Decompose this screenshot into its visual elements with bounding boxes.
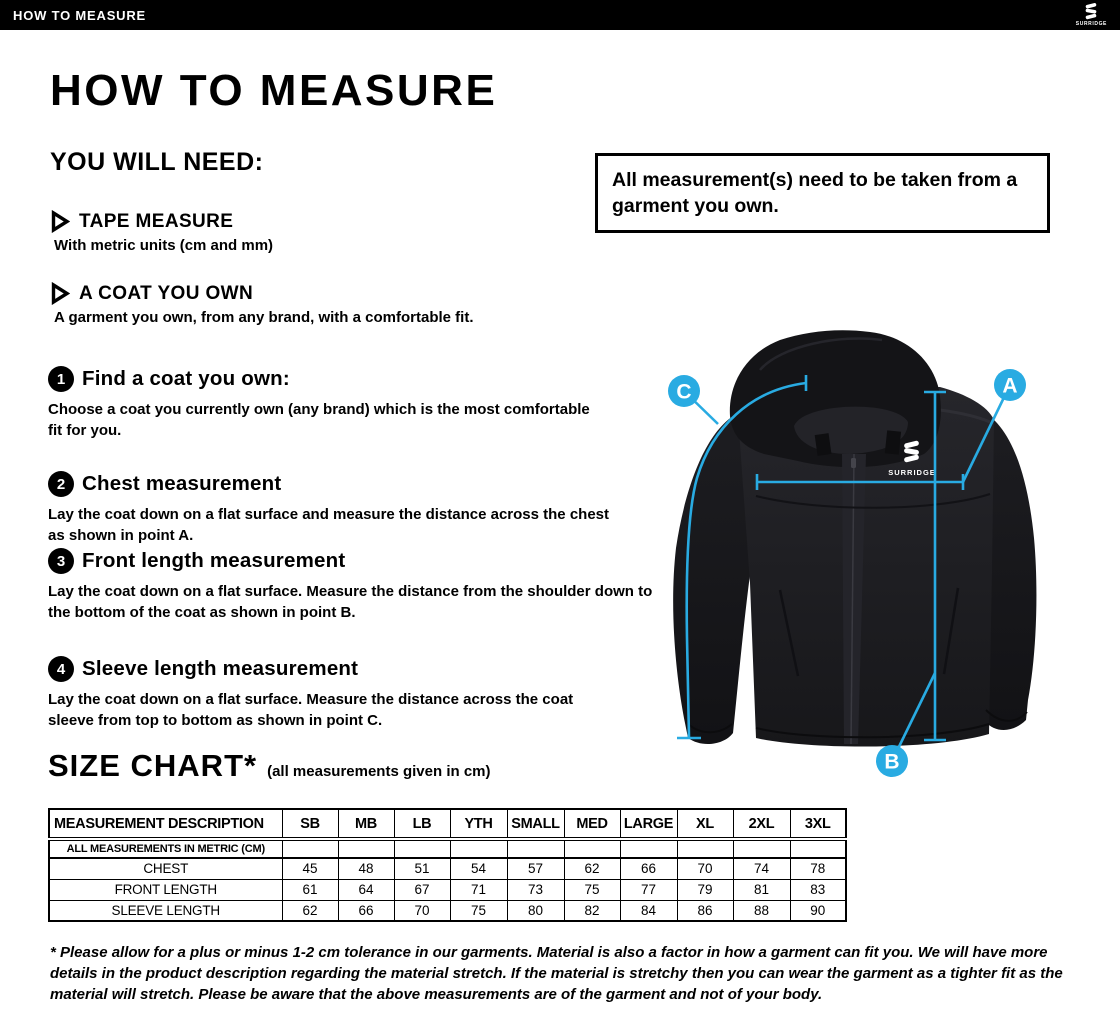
top-bar: [0, 0, 1120, 30]
step-1: [48, 366, 673, 441]
cell: 66: [338, 900, 394, 921]
table-row-chest: [49, 858, 846, 879]
step-2: [48, 471, 673, 546]
step-desc: Choose a coat you currently own (any brand) which is the most comfortable fit for you.: [48, 401, 590, 439]
cell: 78: [790, 858, 846, 879]
table-row-front-length: [49, 879, 846, 900]
callout-a-label: A: [1002, 374, 1018, 398]
surridge-logo: [1076, 3, 1107, 27]
cell: 81: [733, 879, 790, 900]
cell: 61: [282, 879, 338, 900]
size-chart-title: SIZE CHART*: [48, 748, 258, 783]
need-item-desc: A garment you own, from any brand, with a comfortable fit.: [54, 309, 474, 326]
size-chart-table: [48, 808, 847, 922]
step-desc: Lay the coat down on a flat surface. Measure the distance across the coat sleeve from top to bottom as shown in point C.: [48, 691, 574, 729]
cell: 73: [507, 879, 564, 900]
table-row-sleeve-length: [49, 900, 846, 921]
cell: 88: [733, 900, 790, 921]
cell: 70: [394, 900, 450, 921]
col-header: XL: [677, 809, 733, 839]
cell: 83: [790, 879, 846, 900]
cell: 86: [677, 900, 733, 921]
cell: 51: [394, 858, 450, 879]
cell: 48: [338, 858, 394, 879]
cell: 77: [620, 879, 677, 900]
col-header: MED: [564, 809, 620, 839]
row-label: FRONT LENGTH: [49, 879, 282, 900]
need-item-coat: [50, 282, 473, 326]
cell: 62: [564, 858, 620, 879]
col-header: YTH: [450, 809, 507, 839]
triangle-bullet-icon: [50, 282, 70, 305]
cell: 90: [790, 900, 846, 921]
jacket-illustration: [640, 328, 1120, 788]
jacket-logo-text: SURRIDGE: [888, 468, 936, 477]
col-header: LARGE: [620, 809, 677, 839]
tolerance-footnote: * Please allow for a plus or minus 1-2 cm tolerance in our garments. Material is also a factor in how a garment can fit you. We will have more details in the product description regarding the material stretch. If the material is stretchy then you can wear the garment as a tighter fit as the material will stretch. Please be aware that the above measurements are of the garment and not of your body.: [50, 944, 1063, 1003]
need-item-desc: With metric units (cm and mm): [54, 237, 274, 254]
col-header: 3XL: [790, 809, 846, 839]
cell: 54: [450, 858, 507, 879]
step-number-badge: 1: [48, 366, 74, 392]
metric-note-row: [49, 839, 846, 858]
col-header: LB: [394, 809, 450, 839]
page-title: HOW TO MEASURE: [50, 66, 498, 115]
cell: 66: [620, 858, 677, 879]
cell: 64: [338, 879, 394, 900]
cell: 67: [394, 879, 450, 900]
col-header: 2XL: [733, 809, 790, 839]
jacket-body: [673, 330, 1036, 746]
col-header: MB: [338, 809, 394, 839]
size-chart-subtitle: (all measurements given in cm): [267, 763, 491, 780]
need-item-tape-measure: [50, 210, 273, 254]
cell: 74: [733, 858, 790, 879]
step-4: [48, 656, 673, 731]
callout-b-label: B: [884, 750, 900, 774]
row-label: CHEST: [49, 858, 282, 879]
surridge-s-icon: [1080, 3, 1102, 21]
metric-note-cell: ALL MEASUREMENTS IN METRIC (CM): [49, 839, 282, 858]
step-title: Front length measurement: [82, 549, 346, 572]
you-will-need-title: YOU WILL NEED:: [50, 148, 264, 176]
col-header: SB: [282, 809, 338, 839]
cell: 62: [282, 900, 338, 921]
triangle-bullet-icon: [50, 210, 70, 233]
cell: 75: [450, 900, 507, 921]
cell: 57: [507, 858, 564, 879]
cell: 71: [450, 879, 507, 900]
page-header-title: HOW TO MEASURE: [13, 7, 147, 23]
cell: 79: [677, 879, 733, 900]
measurement-note: All measurement(s) need to be taken from a garment you own.: [595, 153, 1050, 233]
callout-c-label: C: [676, 380, 692, 404]
need-item-label: A COAT YOU OWN: [79, 282, 254, 304]
step-title: Chest measurement: [82, 472, 282, 495]
cell: 82: [564, 900, 620, 921]
cell: 45: [282, 858, 338, 879]
jacket-measurement-diagram: [640, 328, 1120, 788]
col-header: SMALL: [507, 809, 564, 839]
step-3: [48, 548, 673, 623]
need-item-label: TAPE MEASURE: [79, 210, 234, 232]
cell: 75: [564, 879, 620, 900]
cell: 80: [507, 900, 564, 921]
surridge-logo-text: SURRIDGE: [1075, 21, 1107, 27]
cell: 84: [620, 900, 677, 921]
col-header: MEASUREMENT DESCRIPTION: [49, 809, 282, 839]
size-chart-heading: [48, 748, 491, 784]
step-number-badge: 2: [48, 471, 74, 497]
cell: 70: [677, 858, 733, 879]
size-chart-header-row: [49, 809, 846, 839]
step-desc: Lay the coat down on a flat surface. Measure the distance from the shoulder down to the bottom of the coat as shown in point B.: [48, 583, 653, 621]
step-number-badge: 3: [48, 548, 74, 574]
step-title: Sleeve length measurement: [82, 657, 359, 680]
step-desc: Lay the coat down on a flat surface and measure the distance across the chest as shown in point A.: [48, 506, 610, 544]
step-number-badge: 4: [48, 656, 74, 682]
step-title: Find a coat you own:: [82, 367, 290, 390]
row-label: SLEEVE LENGTH: [49, 900, 282, 921]
